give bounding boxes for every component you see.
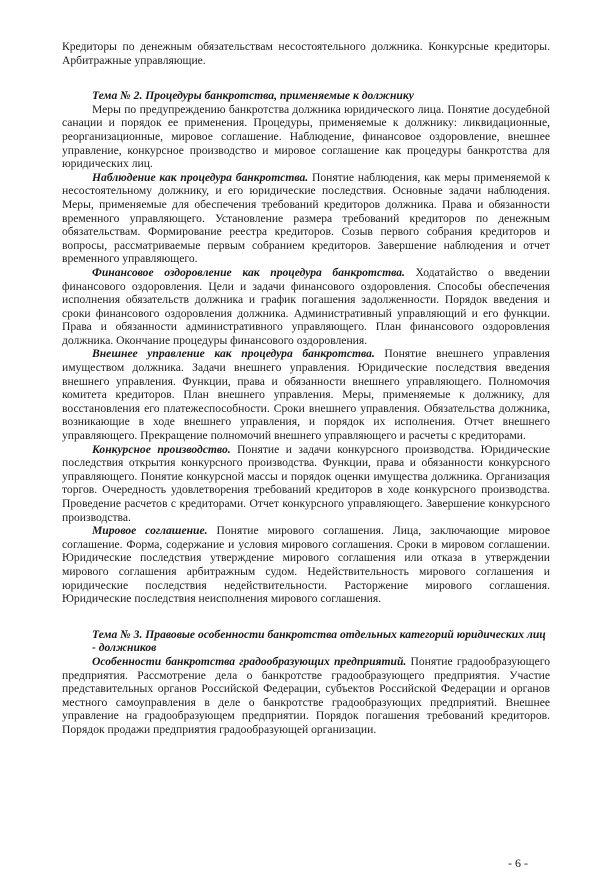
section-text: Понятие мирового соглашения. Лица, заключающие мировое соглашение. Форма, содержание и условия мирового соглашения. Сроки в мировом соглашении. Юридические последствия утверждение мирового соглашения или отказа в утверждении мирового соглашения арбитражным судом. Недействительность мирового соглашения и юридические последствия недействительности. Расторжение мирового соглашения. Юридические последствия неисполнения мирового соглашения. <box>62 524 550 606</box>
section-external-management <box>62 347 550 442</box>
section-text: Понятие и задачи конкурсного производства. Юридические последствия открытия конкурсного производства. Функции, права и обязанности конкурсного управляющего. Понятие конкурсной массы и порядок оценки имущества должника. Организация торгов. Очередность удовлетворения требований кредиторов в ходе конкурсного производства. Проведение расчетов с кредиторами. Отчет конкурсного управляющего. Завершение конкурсного производства. <box>62 442 550 524</box>
section-heading: Мировое соглашение. <box>92 524 208 538</box>
section-bankruptcy-proceedings <box>62 443 550 525</box>
section-text: Понятие градообразующего предприятия. Рассмотрение дела о банкротстве градообразующего предприятия. Участие представительных органов Российской Федерации, субъектов Российской Федерации и органов местного самоуправления в деле о банкротстве градообразующих предприятий. Внешнее управление на градообразующем предприятии. Порядок погашения требований кредиторов. Порядок продажи предприятия градообразующей организации. <box>62 654 550 736</box>
section-observation <box>62 171 550 266</box>
section-settlement-agreement <box>62 524 550 606</box>
spacer <box>62 67 550 89</box>
section-financial-recovery <box>62 266 550 348</box>
section-text: Понятие внешнего управления имуществом должника. Задачи внешнего управления. Юридические последствия введения внешнего управления. Функции, права и обязанности внешнего управляющего. Полномочия комитета кредиторов. План внешнего управления. Меры, применяемые к должнику, для восстановления его платежеспособности. Сроки внешнего управления. Обязательства должника, возникающие в ходе внешнего управления, и порядок их исполнения. Отчет внешнего управляющего. Прекращение полномочий внешнего управляющего и расчеты с кредиторами. <box>62 347 550 443</box>
text-column <box>62 40 550 737</box>
topic-2-title: Тема № 2. Процедуры банкротства, применяемые к должнику <box>92 89 414 103</box>
section-heading: Финансовое оздоровление как процедура банкротства. <box>92 265 405 279</box>
topic-3-title: Тема № 3. Правовые особенности банкротства отдельных категорий юридических лиц - должников <box>92 627 546 655</box>
section-text: Понятие наблюдения, как меры применяемой к несостоятельному должнику, и его юридические последствия. Основные задачи наблюдения. Меры, применяемые для обеспечения требований кредиторов должника. Права и обязанности временного управляющего. Установление размера требований кредиторов по денежным обязательствам. Формирование реестра кредиторов. Созыв первого собрания кредиторов и вопросы, рассматриваемые первым собранием кредиторов. Завершение наблюдения и отчет временного управляющего. <box>62 170 550 266</box>
section-heading: Конкурсное производство. <box>92 442 231 456</box>
topic-2-paragraph: Меры по предупреждению банкротства должника юридического лица. Понятие досудебной санации и порядок ее применения. Процедуры, применяемые к должнику: ликвидационные, реорганизационные, мировое соглашение. Наблюдение, финансовое оздоровление, внешнее управление, конкурсное производство и мировое соглашение как процедуры банкротства для юридических лиц. <box>62 102 550 171</box>
section-heading: Наблюдение как процедура банкротства. <box>92 170 309 184</box>
page-number: - 6 - <box>508 856 528 870</box>
section-city-forming-enterprises <box>62 655 550 737</box>
intro-paragraph: Кредиторы по денежным обязательствам несостоятельного должника. Конкурсные кредиторы. Арбитражные управляющие. <box>62 40 550 67</box>
spacer <box>62 606 550 628</box>
section-text: Ходатайство о введении финансового оздоровления. Цели и задачи финансового оздоровления. Способы обеспечения исполнения обязательств должника и график погашения задолженности. Порядок введения и сроки финансового оздоровления должника. Административный управляющий и его функции. Права и обязанности административного управляющего. План финансового оздоровления должника. Окончание процедуры финансового оздоровления. <box>62 265 550 347</box>
section-heading: Особенности банкротства градообразующих предприятий. <box>92 654 407 668</box>
section-heading: Внешнее управление как процедура банкротства. <box>92 347 375 361</box>
